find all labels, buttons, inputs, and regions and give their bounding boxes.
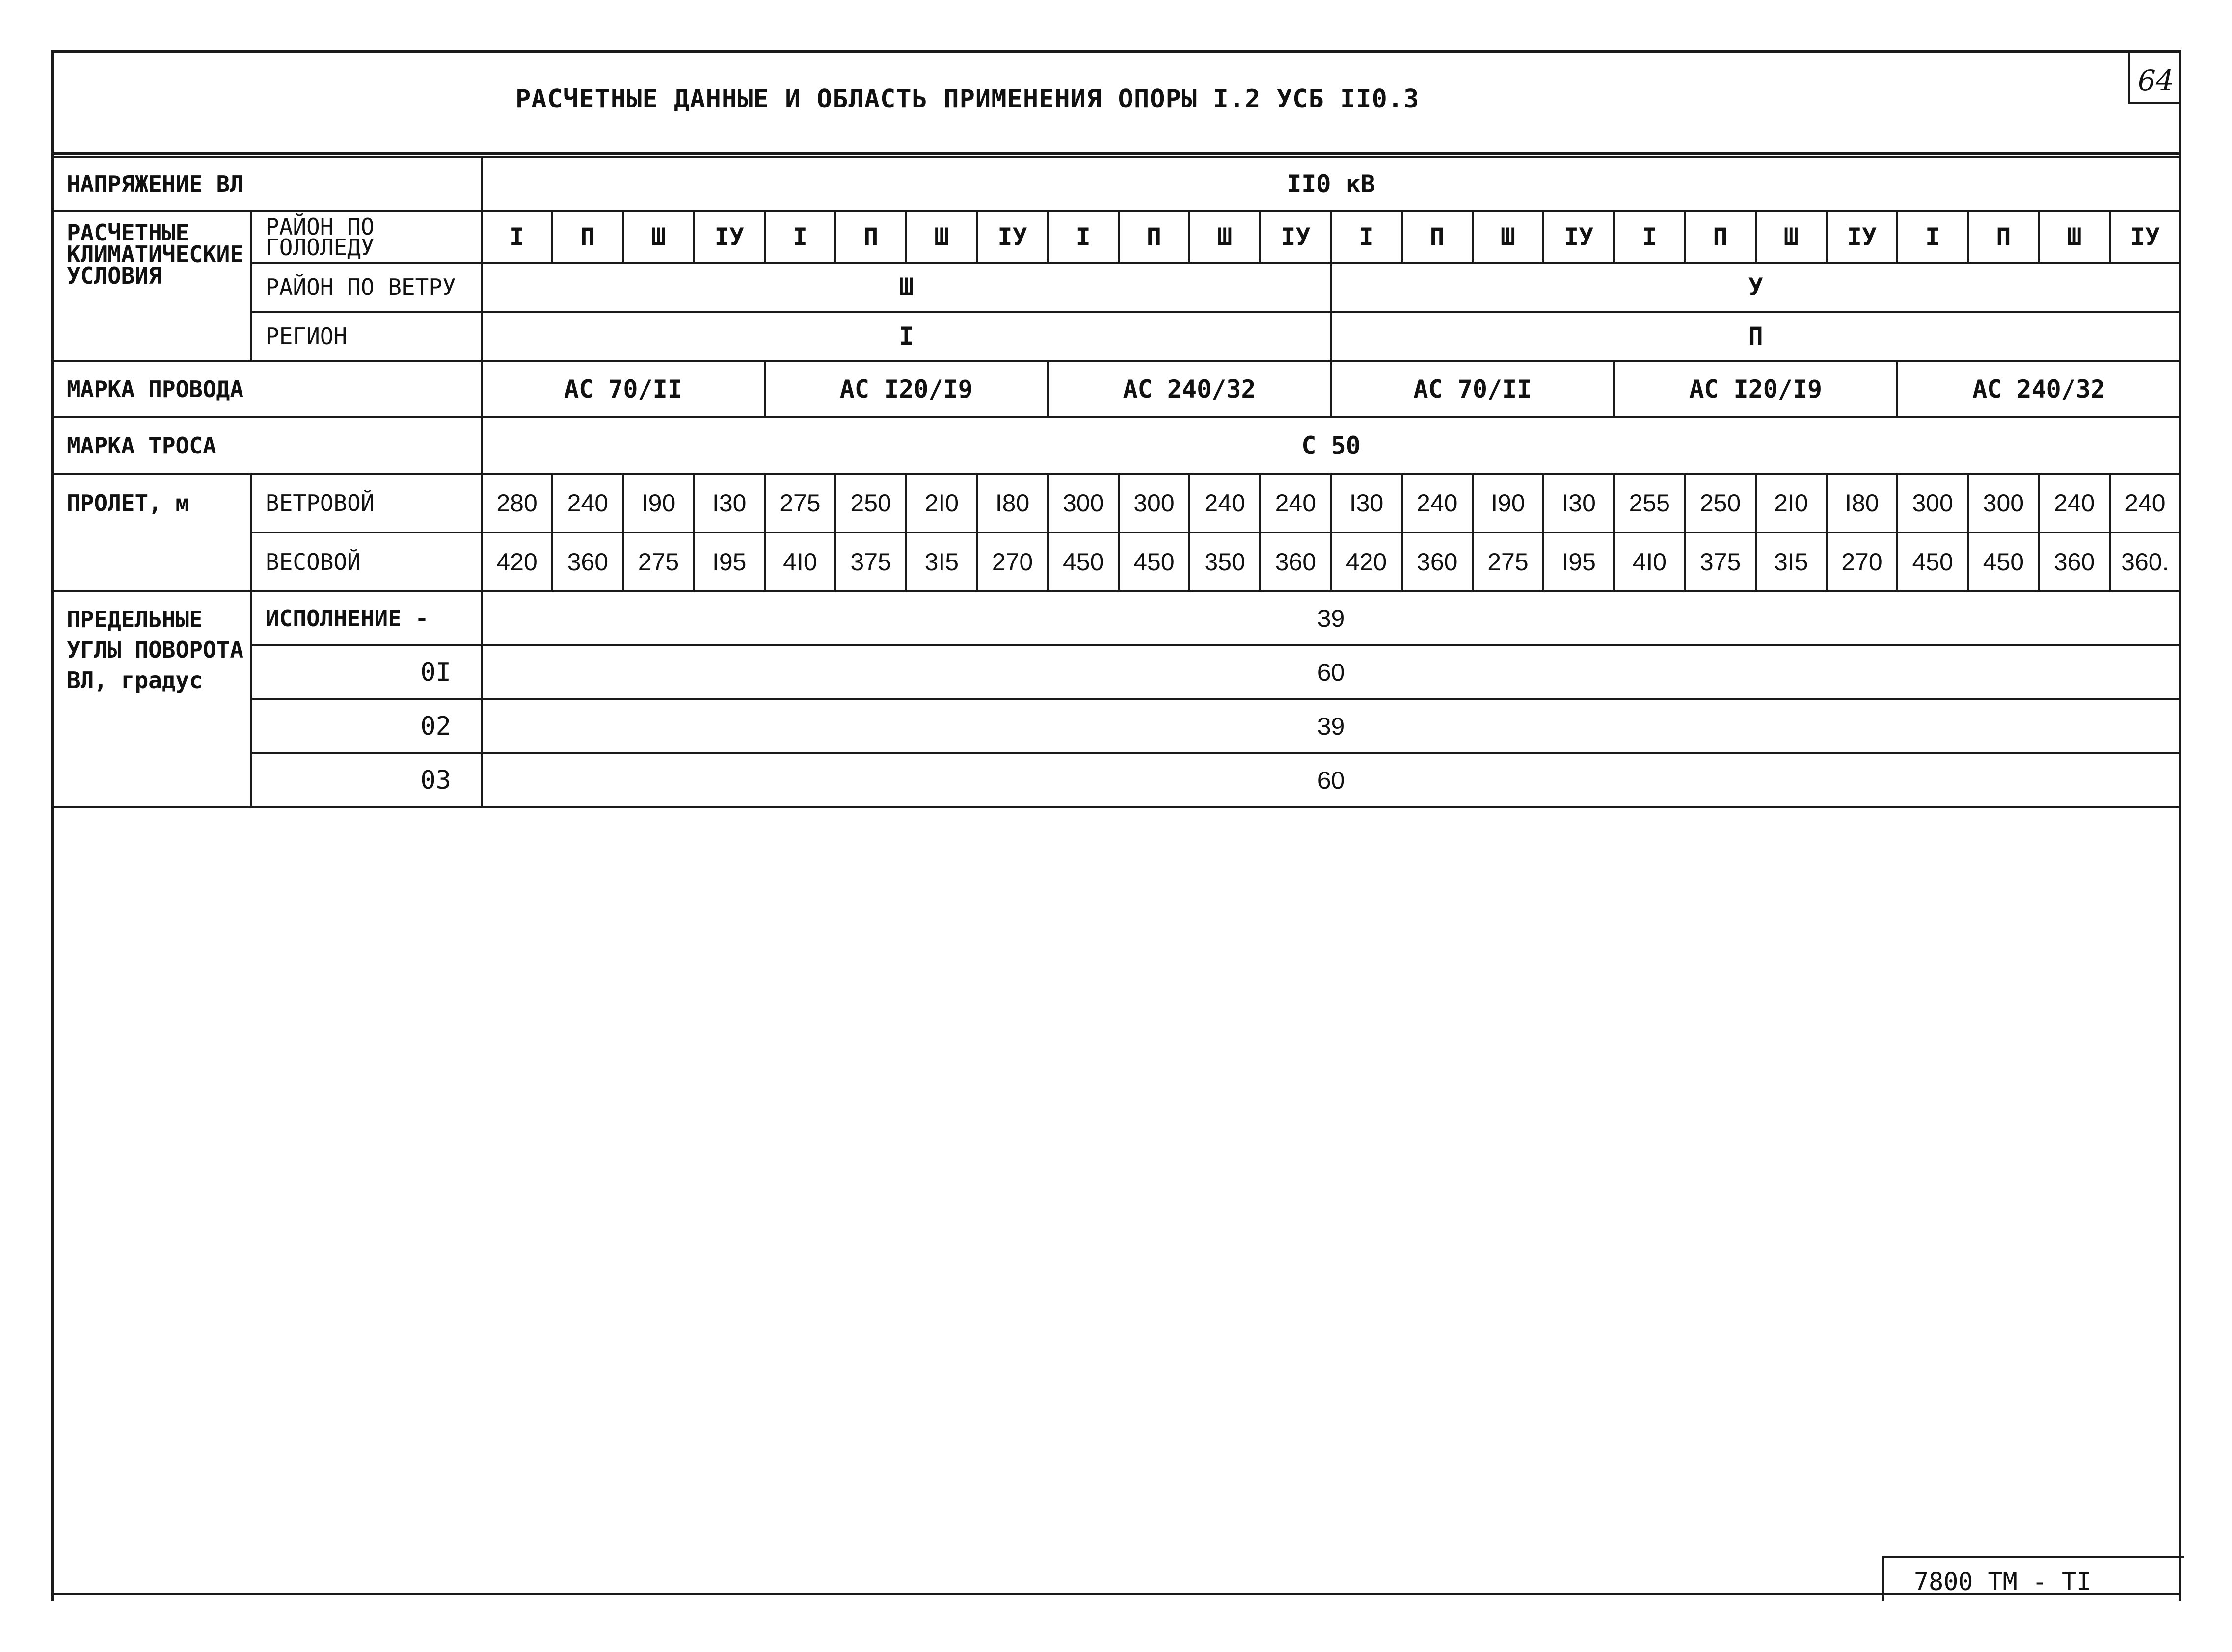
span-wind-cell: I30	[1331, 474, 1401, 533]
angle-exec-label: 02	[251, 699, 482, 753]
wire-value: АС 240/32	[1048, 361, 1331, 417]
angle-exec-label: 03	[251, 753, 482, 807]
span-wind-cell: 240	[552, 474, 623, 533]
ice-cell: I	[1048, 211, 1119, 263]
span-wind-cell: 2I0	[906, 474, 977, 533]
span-wind-cell: I30	[1543, 474, 1614, 533]
span-wind-cell: I80	[1827, 474, 1897, 533]
span-wind-cell: I90	[1473, 474, 1543, 533]
ice-cell: Ш	[1473, 211, 1543, 263]
ice-cell: I	[1614, 211, 1685, 263]
span-weight-cell: 450	[1119, 533, 1189, 591]
span-wind-cell: 300	[1968, 474, 2039, 533]
angles-label: ПРЕДЕЛЬНЫЕ УГЛЫ ПОВОРОТА ВЛ, градус	[52, 591, 251, 807]
span-weight-cell: 3I5	[1756, 533, 1827, 591]
span-wind-cell: 300	[1897, 474, 1968, 533]
ice-cell: П	[1402, 211, 1473, 263]
voltage-value: II0 кВ	[482, 157, 2180, 211]
wind-value: Ш	[482, 263, 1331, 312]
span-wind-cell: I30	[694, 474, 765, 533]
ice-cell: Ш	[623, 211, 694, 263]
ice-cell: I	[765, 211, 835, 263]
ice-cell: П	[1119, 211, 1189, 263]
document-stamp	[1882, 1556, 2184, 1601]
region-value: I	[482, 312, 1331, 361]
ice-cell: IУ	[2110, 211, 2180, 263]
span-weight-cell: I95	[694, 533, 765, 591]
span-wind-cell: 240	[1402, 474, 1473, 533]
ice-cell: П	[835, 211, 906, 263]
span-weight-cell: 450	[1048, 533, 1119, 591]
angle-exec-label: ИСПОЛНЕНИЕ -	[251, 591, 482, 645]
ice-cell: IУ	[694, 211, 765, 263]
span-weight-cell: 420	[1331, 533, 1401, 591]
span-weight-row	[52, 533, 2180, 591]
wind-value: У	[1331, 263, 2180, 312]
span-wind-cell: 300	[1119, 474, 1189, 533]
span-wind-row	[52, 474, 2180, 533]
ice-cell: Ш	[1189, 211, 1260, 263]
ice-row	[52, 211, 2180, 263]
span-weight-cell: 3I5	[906, 533, 977, 591]
span-wind-cell: 255	[1614, 474, 1685, 533]
data-table	[51, 156, 2181, 808]
ice-cell: I	[482, 211, 552, 263]
cable-row	[52, 417, 2180, 474]
span-wind-cell: 2I0	[1756, 474, 1827, 533]
span-wind-cell: I80	[977, 474, 1048, 533]
climate-label: РАСЧЕТНЫЕ КЛИМАТИЧЕСКИЕ УСЛОВИЯ	[52, 211, 251, 361]
wire-value: АС 70/II	[482, 361, 765, 417]
region-label: РЕГИОН	[251, 312, 482, 361]
span-wind-cell: 250	[835, 474, 906, 533]
span-weight-cell: 375	[1685, 533, 1755, 591]
ice-cell: Ш	[1756, 211, 1827, 263]
angle-row	[52, 645, 2180, 699]
page-title: РАСЧЕТНЫЕ ДАННЫЕ И ОБЛАСТЬ ПРИМЕНЕНИЯ ОПОРЫ I.2 УСБ II0.3	[515, 84, 1420, 114]
span-weight-cell: 275	[623, 533, 694, 591]
page-number: 64	[2138, 64, 2174, 97]
angle-value: 39	[482, 699, 2180, 753]
bottom-rule	[51, 1593, 2181, 1595]
voltage-row	[52, 157, 2180, 211]
span-wind-cell: 240	[1260, 474, 1331, 533]
angle-exec-label: 0I	[251, 645, 482, 699]
ice-cell: I	[1331, 211, 1401, 263]
span-wind-cell: 240	[2110, 474, 2180, 533]
span-weight-cell: 275	[1473, 533, 1543, 591]
span-wind-cell: I90	[623, 474, 694, 533]
ice-cell: Ш	[906, 211, 977, 263]
span-weight-cell: 450	[1897, 533, 1968, 591]
wire-value: АС I20/I9	[1614, 361, 1897, 417]
span-wind-cell: 275	[765, 474, 835, 533]
angle-row	[52, 591, 2180, 645]
ice-cell: Ш	[2039, 211, 2109, 263]
angle-value: 60	[482, 753, 2180, 807]
span-wind-cell: 280	[482, 474, 552, 533]
wire-row	[52, 361, 2180, 417]
ice-cell: IУ	[977, 211, 1048, 263]
span-weight-cell: 360	[1260, 533, 1331, 591]
ice-cell: I	[1897, 211, 1968, 263]
span-weight-cell: 360	[1402, 533, 1473, 591]
span-weight-cell: 4I0	[765, 533, 835, 591]
wire-label: МАРКА ПРОВОДА	[52, 361, 482, 417]
region-value: П	[1331, 312, 2180, 361]
angle-value: 39	[482, 591, 2180, 645]
ice-cell: П	[1685, 211, 1755, 263]
angle-value: 60	[482, 645, 2180, 699]
wire-value: АС 240/32	[1897, 361, 2180, 417]
span-weight-cell: 270	[977, 533, 1048, 591]
span-weight-cell: 450	[1968, 533, 2039, 591]
region-row	[52, 312, 2180, 361]
span-wind-label: ВЕТРОВОЙ	[251, 474, 482, 533]
wire-value: АС I20/I9	[765, 361, 1048, 417]
stamp-code: 7800 ТМ - TI	[1914, 1568, 2092, 1596]
span-weight-cell: 4I0	[1614, 533, 1685, 591]
wire-value: АС 70/II	[1331, 361, 1614, 417]
title-rule	[51, 152, 2181, 155]
span-weight-label: ВЕСОВОЙ	[251, 533, 482, 591]
span-wind-cell: 240	[1189, 474, 1260, 533]
span-weight-cell: 360.	[2110, 533, 2180, 591]
ice-cell: П	[1968, 211, 2039, 263]
ice-cell: IУ	[1543, 211, 1614, 263]
span-weight-cell: I95	[1543, 533, 1614, 591]
span-weight-cell: 360	[2039, 533, 2109, 591]
span-weight-cell: 420	[482, 533, 552, 591]
cable-label: МАРКА ТРОСА	[52, 417, 482, 474]
span-weight-cell: 270	[1827, 533, 1897, 591]
angle-row	[52, 699, 2180, 753]
span-wind-cell: 300	[1048, 474, 1119, 533]
ice-cell: IУ	[1260, 211, 1331, 263]
span-weight-cell: 360	[552, 533, 623, 591]
span-weight-cell: 375	[835, 533, 906, 591]
wind-region-row	[52, 263, 2180, 312]
voltage-label: НАПРЯЖЕНИЕ ВЛ	[52, 157, 482, 211]
angle-row	[52, 753, 2180, 807]
span-weight-cell: 350	[1189, 533, 1260, 591]
span-wind-cell: 250	[1685, 474, 1755, 533]
span-label: ПРОЛЕТ, м	[52, 474, 251, 591]
ice-label: РАЙОН ПО ГОЛОЛЕДУ	[251, 211, 482, 263]
ice-cell: П	[552, 211, 623, 263]
wind-label: РАЙОН ПО ВЕТРУ	[251, 263, 482, 312]
ice-cell: IУ	[1827, 211, 1897, 263]
cable-value: С 50	[482, 417, 2180, 474]
span-wind-cell: 240	[2039, 474, 2109, 533]
